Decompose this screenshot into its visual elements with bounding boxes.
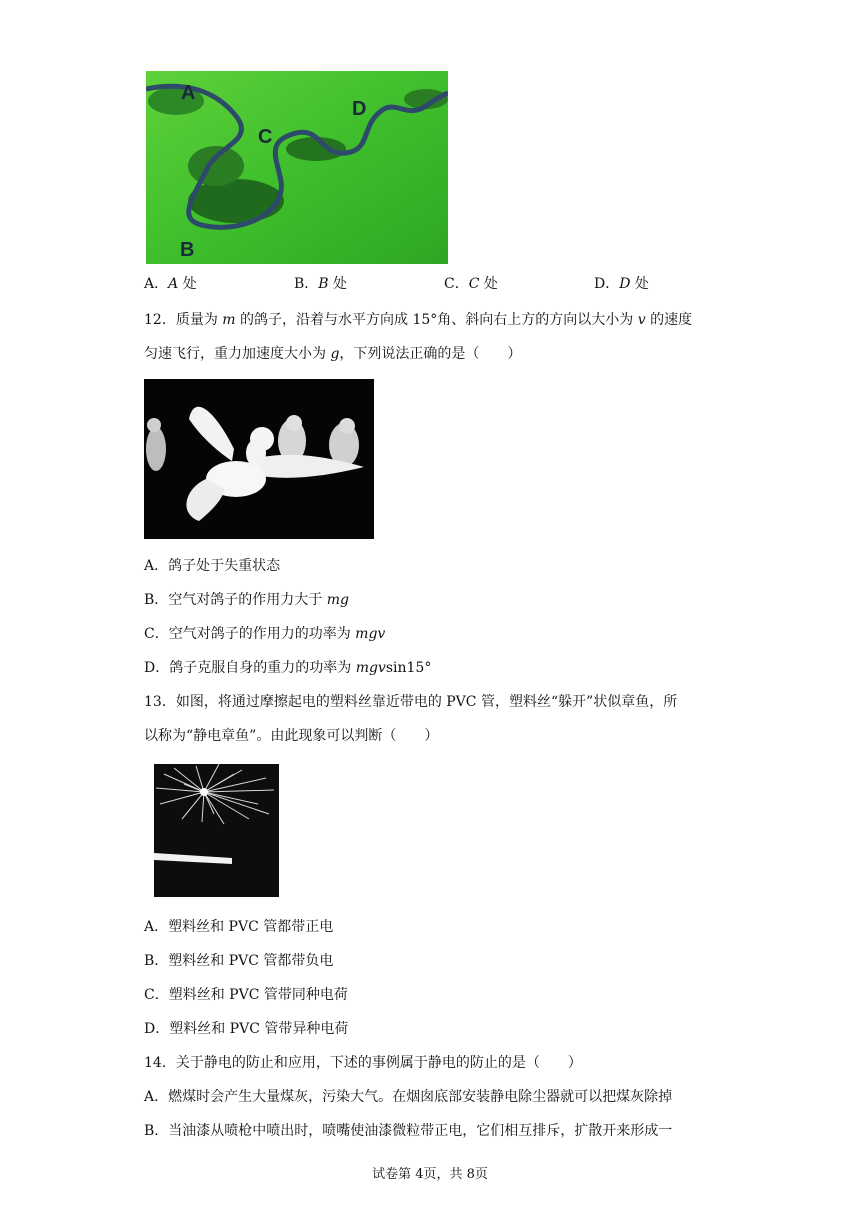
electrostatic-octopus-image [154, 764, 279, 897]
river-meander-image [146, 71, 448, 264]
q11-option-d: D．D 处 [594, 276, 649, 292]
q12-stem-line2: 匀速飞行，重力加速度大小为 g，下列说法正确的是（ ） [144, 346, 522, 362]
q14-option-b: B．当油漆从喷枪中喷出时，喷嘴使油漆微粒带正电，它们相互排斥，扩散开来形成一 [144, 1123, 673, 1139]
q13-option-a: A．塑料丝和 PVC 管都带正电 [144, 919, 334, 935]
q11-option-c: C．C 处 [444, 276, 498, 292]
dove-image [144, 379, 374, 539]
q12-option-b: B．空气对鸽子的作用力大于 mg [144, 592, 349, 608]
river-meander-illustration [146, 71, 448, 264]
q13-option-b: B．塑料丝和 PVC 管都带负电 [144, 953, 334, 969]
q11-option-a: A．A 处 [144, 276, 197, 292]
dove-illustration [144, 379, 374, 539]
label-d: D [352, 98, 367, 120]
label-b: B [180, 239, 195, 261]
q14-option-a: A．燃煤时会产生大量煤灰，污染大气。在烟囱底部安装静电除尘器就可以把煤灰除掉 [144, 1089, 673, 1105]
q12-option-c: C．空气对鸽子的作用力的功率为 mgv [144, 626, 386, 642]
q13-option-d: D．塑料丝和 PVC 管带异种电荷 [144, 1021, 349, 1037]
q12-option-a: A．鸽子处于失重状态 [144, 558, 281, 574]
q13-stem-line1: 13．如图，将通过摩擦起电的塑料丝靠近带电的 PVC 管，塑料丝“躲开”状似章鱼，所 [144, 694, 678, 710]
q13-option-c: C．塑料丝和 PVC 管带同种电荷 [144, 987, 348, 1003]
q11-option-b: B．B 处 [294, 276, 348, 292]
q12-option-d: D．鸽子克服自身的重力的功率为 mgvsin15° [144, 660, 432, 676]
electrostatic-octopus-illustration [154, 764, 279, 897]
q14-stem: 14．关于静电的防止和应用，下述的事例属于静电的防止的是（ ） [144, 1055, 582, 1071]
label-a: A [181, 82, 196, 104]
label-c: C [258, 126, 273, 148]
q12-stem-line1: 12．质量为 m 的鸽子，沿着与水平方向成 15°角、斜向右上方的方向以大小为 v 的速度 [144, 312, 693, 328]
q13-stem-line2: 以称为“静电章鱼”。由此现象可以判断（ ） [144, 728, 439, 744]
page-footer: 试卷第 4页，共 8页 [372, 1167, 488, 1182]
